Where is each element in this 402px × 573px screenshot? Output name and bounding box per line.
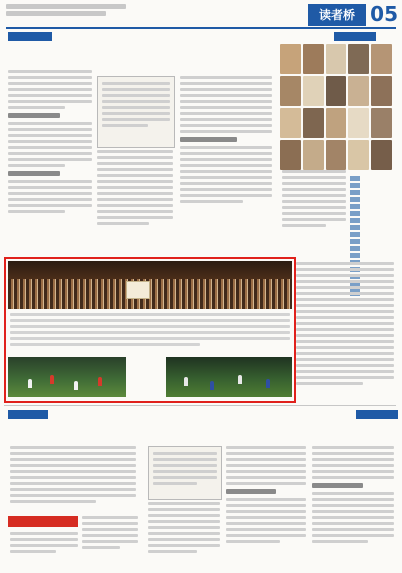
article-3-footnote xyxy=(10,532,78,566)
article-1-column-3 xyxy=(180,76,272,250)
match-photo-right xyxy=(166,357,292,397)
article-4-column-1 xyxy=(148,502,220,566)
article-4-column-3 xyxy=(312,446,394,566)
column-stamp xyxy=(8,516,78,527)
article-1-column-2 xyxy=(97,150,173,250)
feature-photo-story xyxy=(4,257,296,403)
article-4-headline xyxy=(150,424,370,440)
article-2-kicker xyxy=(334,32,376,41)
section-divider xyxy=(4,405,396,406)
article-2-column-1 xyxy=(282,170,346,250)
article-3-body-tail xyxy=(82,516,138,566)
feature-caption xyxy=(128,359,164,395)
page-number: 05 xyxy=(370,2,398,26)
match-photo-left xyxy=(8,357,126,397)
masthead-date-line xyxy=(6,4,156,22)
article-4-column-2 xyxy=(226,446,306,566)
article-2-column-2 xyxy=(296,262,394,400)
masthead-rule xyxy=(6,27,396,29)
section-tab: 读者桥 xyxy=(308,4,366,26)
article-1-kicker xyxy=(8,32,52,41)
article-4-reader-letter-box xyxy=(148,446,222,500)
article-1-reader-letter-box xyxy=(97,76,175,148)
masthead-logo xyxy=(158,2,250,24)
bookstore-photo xyxy=(280,44,392,174)
article-3-kicker xyxy=(8,410,48,419)
feature-title xyxy=(14,265,120,279)
article-3-headline xyxy=(20,424,138,440)
article-1-column-1 xyxy=(8,70,92,250)
feature-body xyxy=(10,313,290,353)
article-3-body xyxy=(10,446,136,512)
stadium-banner xyxy=(126,281,150,299)
article-1-headline xyxy=(8,44,276,64)
article-4-kicker xyxy=(356,410,398,419)
